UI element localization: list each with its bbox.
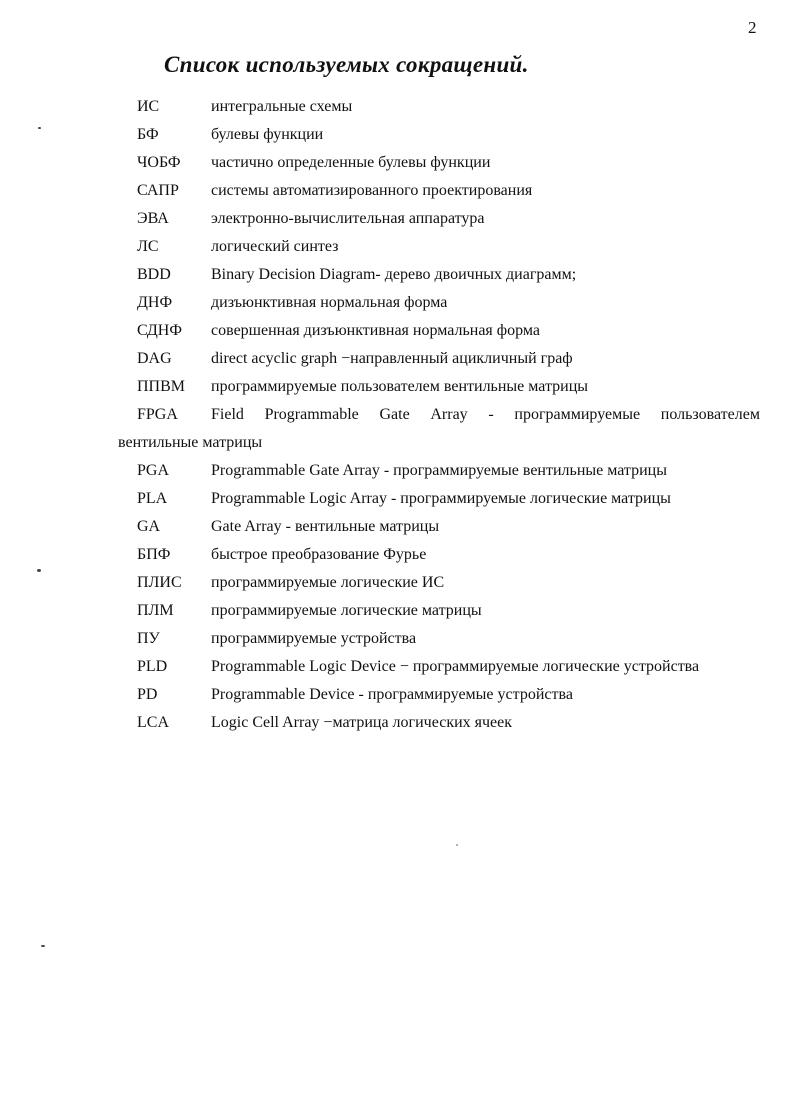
definition-line-1 (211, 401, 760, 429)
page-number: 2 (748, 18, 757, 37)
definition: Binary Decision Diagram- дерево двоичных диаграмм; (211, 266, 577, 283)
abbreviation: СДНФ (137, 322, 182, 339)
definition: программируемые пользователем вентильные матрицы (211, 378, 589, 395)
abbreviation: PGA (137, 462, 170, 479)
abbreviation: PLA (137, 490, 168, 507)
scan-speck (456, 844, 458, 846)
scan-speck (38, 127, 41, 129)
abbreviation: FPGA (137, 406, 178, 423)
definition: дизъюнктивная нормальная форма (211, 294, 448, 311)
list-item (118, 457, 760, 485)
abbreviation: BDD (137, 266, 171, 283)
list-item (118, 205, 760, 233)
definition: электронно-вычислительная аппаратура (211, 210, 485, 227)
abbreviation: ПЛИС (137, 574, 182, 591)
abbreviation: ДНФ (137, 294, 173, 311)
definition: Programmable Logic Device − программируемые логические устройства (211, 658, 700, 675)
list-item (118, 149, 760, 177)
list-item (118, 569, 760, 597)
definition: программируемые устройства (211, 630, 417, 647)
definition: частично определенные булевы функции (211, 154, 491, 171)
abbreviation: БПФ (137, 546, 171, 563)
list-item (118, 177, 760, 205)
list-item (118, 233, 760, 261)
list-item (118, 373, 760, 401)
definition: Gate Array - вентильные матрицы (211, 518, 440, 535)
definition-line-2: вентильные матрицы (118, 434, 263, 451)
list-item (118, 93, 760, 121)
definition: Programmable Device - программируемые устройства (211, 686, 573, 703)
abbreviation: ЭВА (137, 210, 169, 227)
definition: direct acyclic graph −направленный ацикличный граф (211, 350, 573, 367)
list-item (118, 401, 760, 457)
list-item (118, 597, 760, 625)
scan-speck (41, 945, 45, 947)
list-item (118, 345, 760, 373)
list-item (118, 485, 760, 513)
list-item (118, 625, 760, 653)
definition: Programmable Logic Array - программируемые логические матрицы (211, 490, 671, 507)
list-item (118, 317, 760, 345)
list-item (118, 709, 760, 737)
abbreviation: LCA (137, 714, 169, 731)
abbreviation: ЛС (137, 238, 159, 255)
abbreviation: GA (137, 518, 161, 535)
definition-word: программируемые (514, 406, 641, 423)
list-item (118, 653, 760, 681)
list-item (118, 681, 760, 709)
abbreviation: PD (137, 686, 158, 703)
definition-word: Programmable (264, 406, 359, 423)
definition-word: Array (430, 406, 468, 423)
definition: совершенная дизъюнктивная нормальная форма (211, 322, 541, 339)
list-item (118, 541, 760, 569)
scan-speck (37, 569, 41, 572)
list-item (118, 261, 760, 289)
definition: булевы функции (211, 126, 324, 143)
abbreviation-list (118, 93, 760, 737)
abbreviation: ИС (137, 98, 160, 115)
definition: программируемые логические ИС (211, 574, 445, 591)
definition-word: Field (211, 406, 244, 423)
definition: логический синтез (211, 238, 339, 255)
list-item (118, 289, 760, 317)
definition: Logic Cell Array −матрица логических ячеек (211, 714, 513, 731)
abbreviation: ЧОБФ (137, 154, 181, 171)
definition: быстрое преобразование Фурье (211, 546, 427, 563)
list-item (118, 513, 760, 541)
definition-word: Gate (379, 406, 410, 423)
list-item (118, 121, 760, 149)
definition-word: пользователем (660, 406, 760, 423)
definition-word: - (488, 406, 494, 423)
definition: системы автоматизированного проектирования (211, 182, 533, 199)
abbreviation: ПЛМ (137, 602, 174, 619)
abbreviation: ПУ (137, 630, 160, 647)
page-title: Список используемых сокращений. (164, 52, 529, 77)
definition: интегральные схемы (211, 98, 353, 115)
abbreviation: ППВМ (137, 378, 186, 395)
abbreviation: DAG (137, 350, 172, 367)
abbreviation: САПР (137, 182, 179, 199)
definition: программируемые логические матрицы (211, 602, 482, 619)
abbreviation: БФ (137, 126, 159, 143)
definition: Programmable Gate Array - программируемые вентильные матрицы (211, 462, 667, 479)
abbreviation: PLD (137, 658, 168, 675)
